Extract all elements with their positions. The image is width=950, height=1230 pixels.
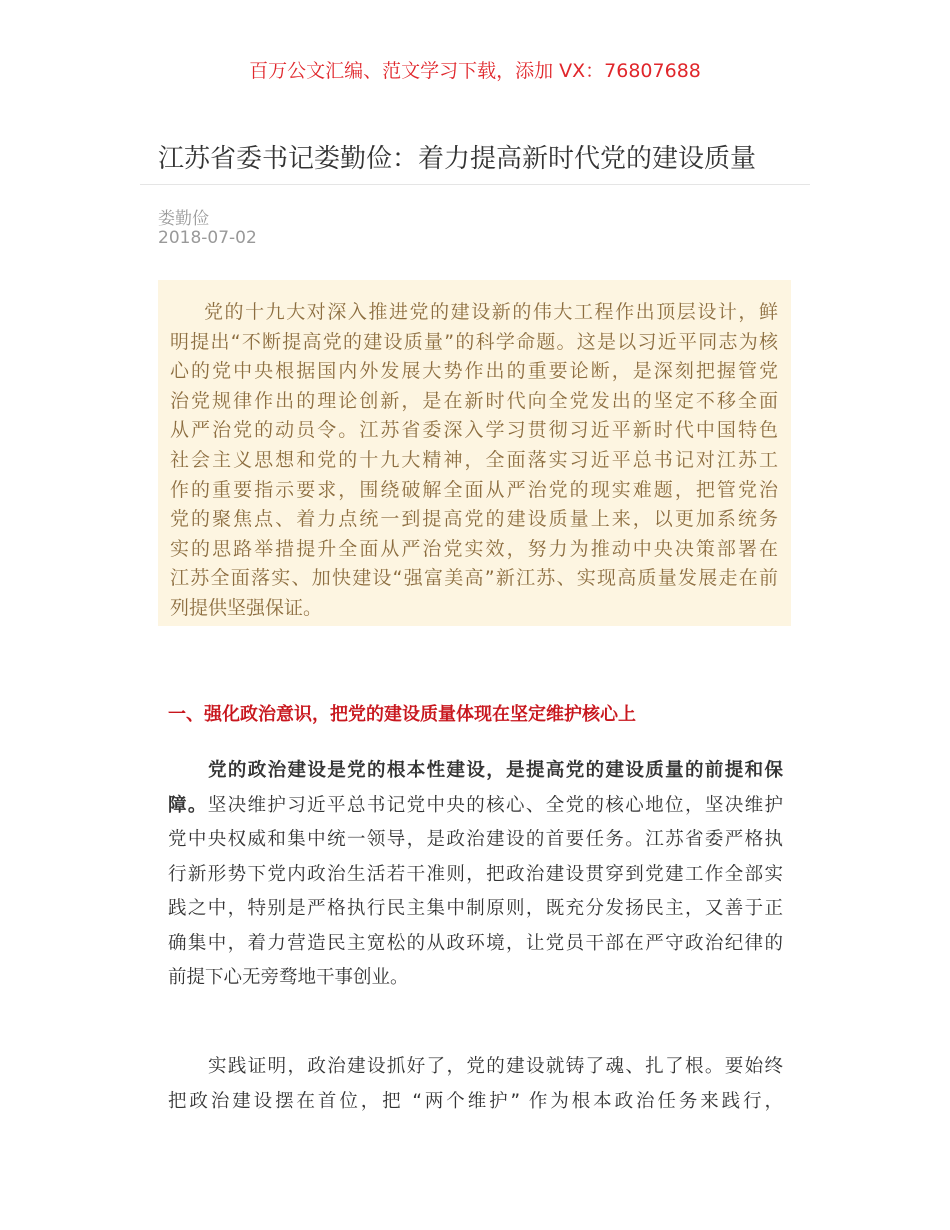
paragraph-line: 社会主义思想和党的十九大精神，全面落实习近平总书记对江苏工: [170, 448, 778, 471]
summary-box: [158, 280, 791, 626]
paragraph-line: 列提供坚强保证。: [170, 596, 323, 619]
title-divider: [140, 184, 810, 185]
paragraph-line: 明提出“不断提高党的建设质量”的科学命题。这是以习近平同志为核: [170, 330, 778, 353]
article-title: 江苏省委书记娄勤俭：着力提高新时代党的建设质量: [158, 144, 757, 174]
paragraph-line: 作的重要指示要求，围绕破解全面从严治党的现实难题，把管党治: [170, 478, 778, 501]
paragraph-line: 心的党中央根据国内外发展大势作出的重要论断，是深刻把握管党: [170, 360, 778, 383]
bold-lead: 党的政治建设是党的根本性建设，是提高党的建设质量的前提和保: [208, 760, 783, 781]
section-heading: 一、强化政治意识，把党的建设质量体现在坚定维护核心上: [168, 704, 636, 725]
paragraph-line: 从严治党的动员令。江苏省委深入学习贯彻习近平新时代中国特色: [170, 419, 778, 442]
article-author: 娄勤俭: [158, 209, 209, 229]
paragraph-line: 践之中，特别是严格执行民主集中制原则，既充分发扬民主，又善于正: [168, 898, 783, 919]
paragraph-line: 行新形势下党内政治生活若干准则，把政治建设贯穿到党建工作全部实: [168, 863, 783, 885]
promo-banner: 百万公文汇编、范文学习下载，添加 VX：76807688: [249, 60, 701, 82]
paragraph-line: 党的十九大对深入推进党的建设新的伟大工程作出顶层设计，鲜: [204, 301, 778, 323]
paragraph-line: 江苏全面落实、加快建设“强富美高”新江苏、实现高质量发展走在前: [170, 567, 778, 590]
text: 坚决维护习近平总书记党中央的核心、全党的核心地位，坚决维护: [207, 794, 783, 816]
article-date: 2018-07-02: [158, 228, 257, 248]
paragraph-line: 实践证明，政治建设抓好了，党的建设就铸了魂、扎了根。要始终: [208, 1056, 783, 1077]
bold-lead-end: 障。: [168, 794, 208, 816]
paragraph-line: 把政治建设摆在首位，把 “两个维护” 作为根本政治任务来践行，: [168, 1090, 783, 1112]
paragraph-line: [168, 754, 783, 789]
paragraph-line: 实的思路举措提升全面从严治党实效，努力为推动中央决策部署在: [170, 537, 778, 560]
paragraph-line: 党中央权威和集中统一领导，是政治建设的首要任务。江苏省委严格执: [168, 829, 783, 850]
paragraph-line: 治党规律作出的理论创新，是在新时代向全党发出的坚定不移全面: [170, 389, 778, 412]
paragraph-2: [168, 1050, 783, 1119]
paragraph-line: 确集中，着力营造民主宽松的从政环境，让党员干部在严守政治纪律的: [168, 932, 783, 954]
paragraph-line: [168, 789, 783, 824]
paragraph-line: 党的聚焦点、着力点统一到提高党的建设质量上来，以更加系统务: [170, 508, 778, 531]
paragraph-line: 前提下心无旁骛地干事创业。: [168, 967, 409, 988]
paragraph-1: [168, 754, 783, 996]
summary-text: [170, 298, 778, 624]
